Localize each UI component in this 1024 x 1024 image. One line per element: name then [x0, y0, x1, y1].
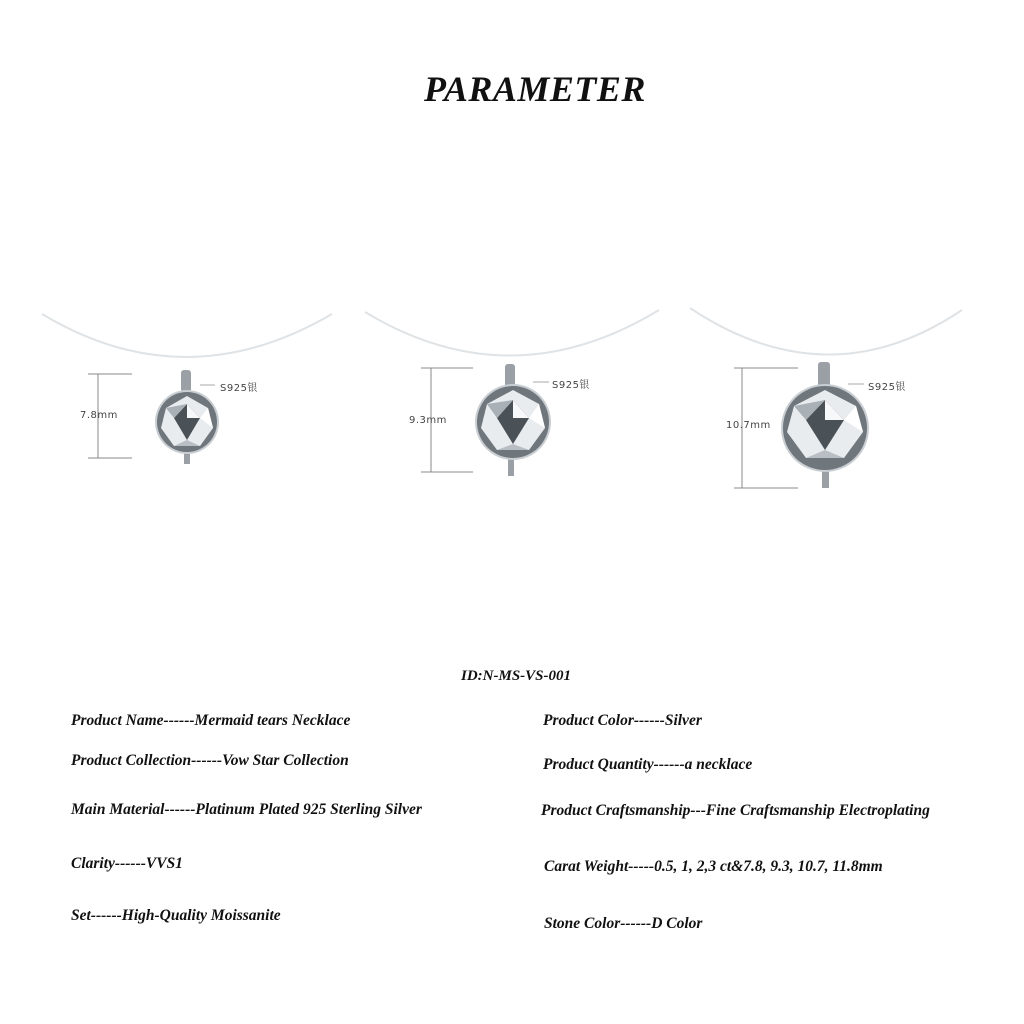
spec-product-name: Product Name------Mermaid tears Necklace	[71, 712, 351, 729]
spec-set: Set------High-Quality Moissanite	[71, 907, 281, 924]
pendant-illustration	[40, 300, 340, 500]
pendant-illustration	[688, 300, 988, 500]
page-title: PARAMETER	[424, 69, 646, 109]
stamp-label: S925银	[220, 383, 258, 394]
spec-craftsmanship: Product Craftsmanship---Fine Craftsmanship Electroplating	[541, 802, 930, 819]
spec-product-collection: Product Collection------Vow Star Collection	[71, 752, 349, 769]
spec-main-material: Main Material------Platinum Plated 925 Sterling Silver	[71, 801, 422, 818]
stamp-label: S925银	[552, 380, 590, 391]
spec-stone-color: Stone Color------D Color	[544, 915, 703, 932]
pendant-image-large	[688, 300, 988, 500]
size-label: 9.3mm	[409, 415, 447, 426]
stamp-label: S925银	[868, 382, 906, 393]
product-id: ID:N-MS-VS-001	[460, 668, 571, 684]
pendant-image-medium	[363, 300, 663, 500]
size-label: 7.8mm	[80, 410, 118, 421]
pendant-image-small	[40, 300, 340, 500]
spec-carat-weight: Carat Weight-----0.5, 1, 2,3 ct&7.8, 9.3, 10.7, 11.8mm	[544, 858, 883, 875]
spec-clarity: Clarity------VVS1	[71, 855, 183, 872]
spec-product-quantity: Product Quantity------a necklace	[543, 756, 753, 773]
pendant-illustration	[363, 300, 663, 500]
spec-product-color: Product Color------Silver	[543, 712, 702, 729]
size-label: 10.7mm	[726, 420, 771, 431]
